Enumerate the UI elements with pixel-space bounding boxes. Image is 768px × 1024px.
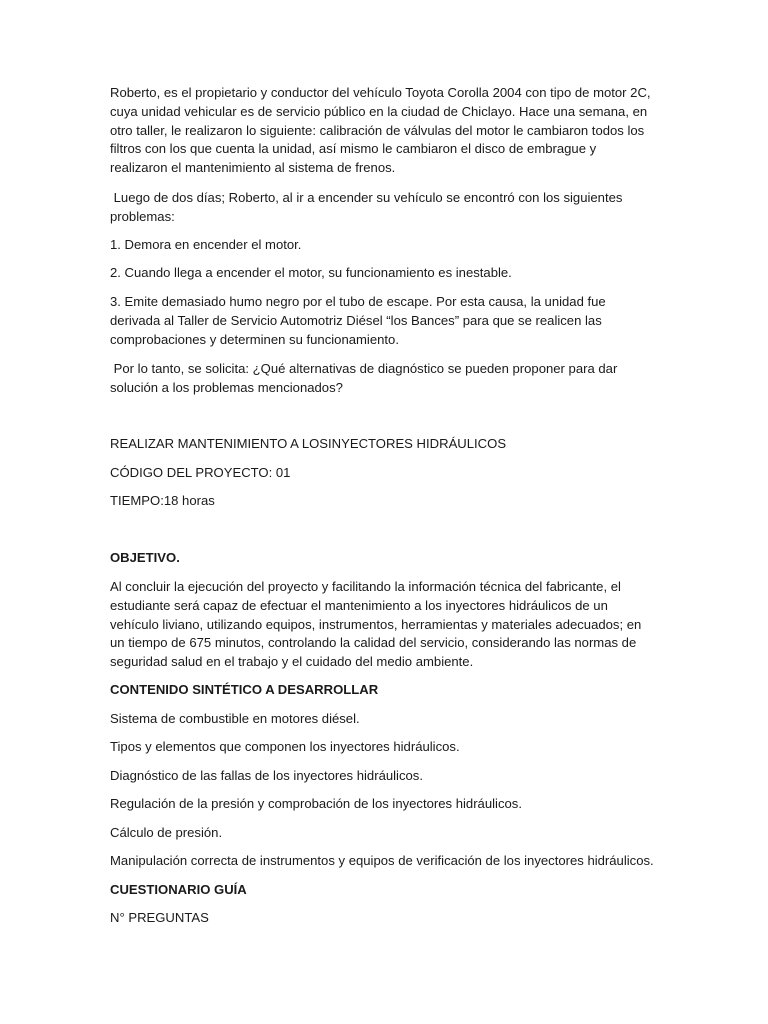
problem-item: 1. Demora en encender el motor.	[110, 237, 302, 252]
content-item: Cálculo de presión.	[110, 825, 223, 840]
content-item: Regulación de la presión y comprobación de los inyectores hidráulicos.	[110, 796, 522, 811]
project-title: REALIZAR MANTENIMIENTO A LOSINYECTORES HIDRÁULICOS	[110, 436, 507, 451]
content-item: Diagnóstico de las fallas de los inyectores hidráulicos.	[110, 768, 423, 783]
intro-paragraph: Roberto, es el propietario y conductor del vehículo Toyota Corolla 2004 con tipo de motor 2C, cuya unidad vehicular es de servicio público en la ciudad de Chiclayo. Hace una semana, en otro taller, le realizaron lo siguiente: calibración de válvulas del motor le cambiaron todos los filtros con los que cuenta la unidad, así mismo le cambiaron el disco de embrague y realizaron el mantenimiento al sistema de frenos.	[110, 85, 655, 176]
questions-header: N° PREGUNTAS	[110, 910, 209, 925]
project-time: TIEMPO:18 horas	[110, 493, 215, 508]
content-item: Tipos y elementos que componen los inyectores hidráulicos.	[110, 739, 460, 754]
content-heading: CONTENIDO SINTÉTICO A DESARROLLAR	[110, 682, 379, 697]
objective-heading: OBJETIVO.	[110, 550, 180, 565]
content-item: Sistema de combustible en motores diésel.	[110, 711, 360, 726]
problem-item: 3. Emite demasiado humo negro por el tubo de escape. Por esta causa, la unidad fue derivada al Taller de Servicio Automotriz Diésel “los Bances” para que se realicen las comprobaciones y determinen su funcionamiento.	[110, 294, 610, 347]
objective-text: Al concluir la ejecución del proyecto y facilitando la información técnica del fabricante, el estudiante será capaz de efectuar el mantenimiento a los inyectores hidráulicos de un vehículo liviano, utilizando equipos, instrumentos, herramientas y materiales adecuados; en un tiempo de 675 minutos, controlando la calidad del servicio, considerando las normas de seguridad salud en el trabajo y el cuidado del medio ambiente.	[110, 579, 645, 670]
question-paragraph: Por lo tanto, se solicita: ¿Qué alternativas de diagnóstico se pueden proponer para dar solución a los problemas mencionados?	[110, 361, 621, 395]
problems-intro: Luego de dos días; Roberto, al ir a encender su vehículo se encontró con los siguientes problemas:	[110, 190, 627, 224]
project-code: CÓDIGO DEL PROYECTO: 01	[110, 465, 291, 480]
guide-heading: CUESTIONARIO GUÍA	[110, 882, 247, 897]
content-item: Manipulación correcta de instrumentos y equipos de verificación de los inyectores hidráulicos.	[110, 853, 654, 868]
problem-item: 2. Cuando llega a encender el motor, su funcionamiento es inestable.	[110, 265, 512, 280]
